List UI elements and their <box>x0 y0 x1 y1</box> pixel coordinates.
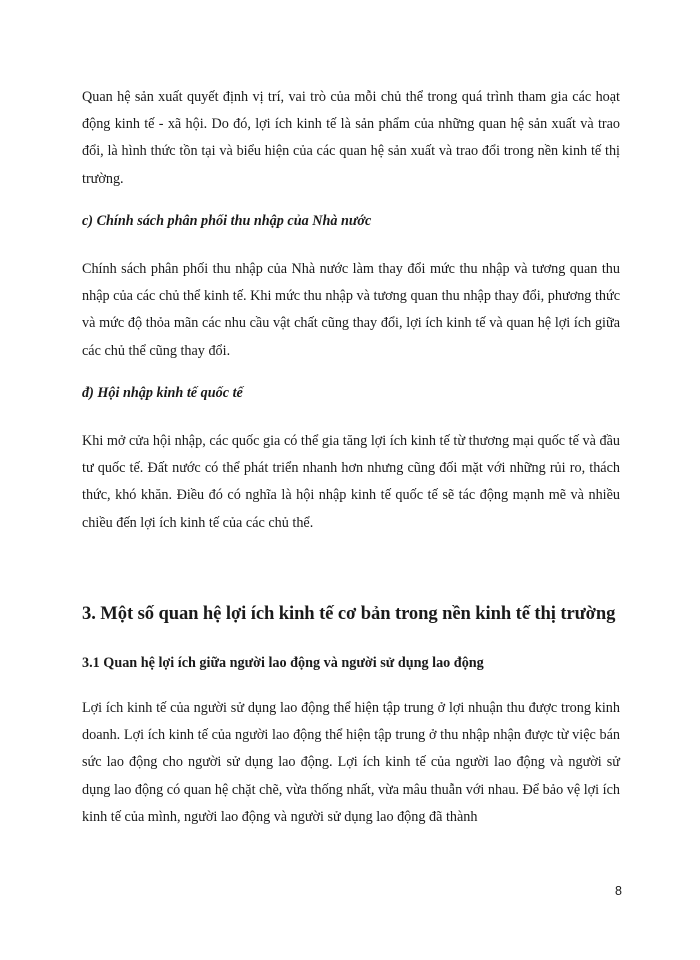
paragraph-income-distribution-policy: Chính sách phân phối thu nhập của Nhà nước làm thay đổi mức thu nhập và tương quan thu nhập của các chủ thể kinh tế. Khi mức thu nhập và tương quan thu nhập thay đổi, phương thức và mức độ thỏa mãn các nhu cầu vật chất cũng thay đổi, lợi ích kinh tế và quan hệ lợi ích giữa các chủ thể cũng thay đổi. <box>82 261 620 359</box>
page-number: 8 <box>615 884 622 898</box>
paragraph-labor-employer-relations: Lợi ích kinh tế của người sử dụng lao động thể hiện tập trung ở lợi nhuận thu được trong kinh doanh. Lợi ích kinh tế của người lao động thể hiện tập trung ở thu nhập nhận được từ việc bán sức lao động cho người sử dụng lao động. Lợi ích kinh tế của người lao động và người sử dụng lao động có quan hệ chặt chẽ, vừa thống nhất, vừa mâu thuẫn với nhau. Để bảo vệ lợi ích kinh tế của mình, người lao động và người sử dụng lao động đã thành <box>82 700 620 825</box>
section-heading-3: 3. Một số quan hệ lợi ích kinh tế cơ bản trong nền kinh tế thị trường <box>82 603 616 624</box>
paragraph-production-relations: Quan hệ sản xuất quyết định vị trí, vai trò của mỗi chủ thể trong quá trình tham gia các hoạt động kinh tế - xã hội. Do đó, lợi ích kinh tế là sản phẩm của những quan hệ sản xuất và trao đổi, là hình thức tồn tại và biểu hiện của các quan hệ sản xuất và trao đổi trong nền kinh tế thị trường. <box>82 89 620 187</box>
paragraph-international-integration: Khi mở cửa hội nhập, các quốc gia có thể gia tăng lợi ích kinh tế từ thương mại quốc tế và đầu tư quốc tế. Đất nước có thể phát triển nhanh hơn nhưng cũng đối mặt với những rủi ro, thách thức, khó khăn. Điều đó có nghĩa là hội nhập kinh tế quốc tế sẽ tác động mạnh mẽ và nhiều chiều đến lợi ích kinh tế của các chủ thể. <box>82 433 620 531</box>
heading-income-distribution-policy: c) Chính sách phân phối thu nhập của Nhà nước <box>82 213 372 229</box>
heading-international-integration: đ) Hội nhập kinh tế quốc tế <box>82 385 243 401</box>
subsection-heading-3-1: 3.1 Quan hệ lợi ích giữa người lao động và người sử dụng lao động <box>82 655 484 671</box>
